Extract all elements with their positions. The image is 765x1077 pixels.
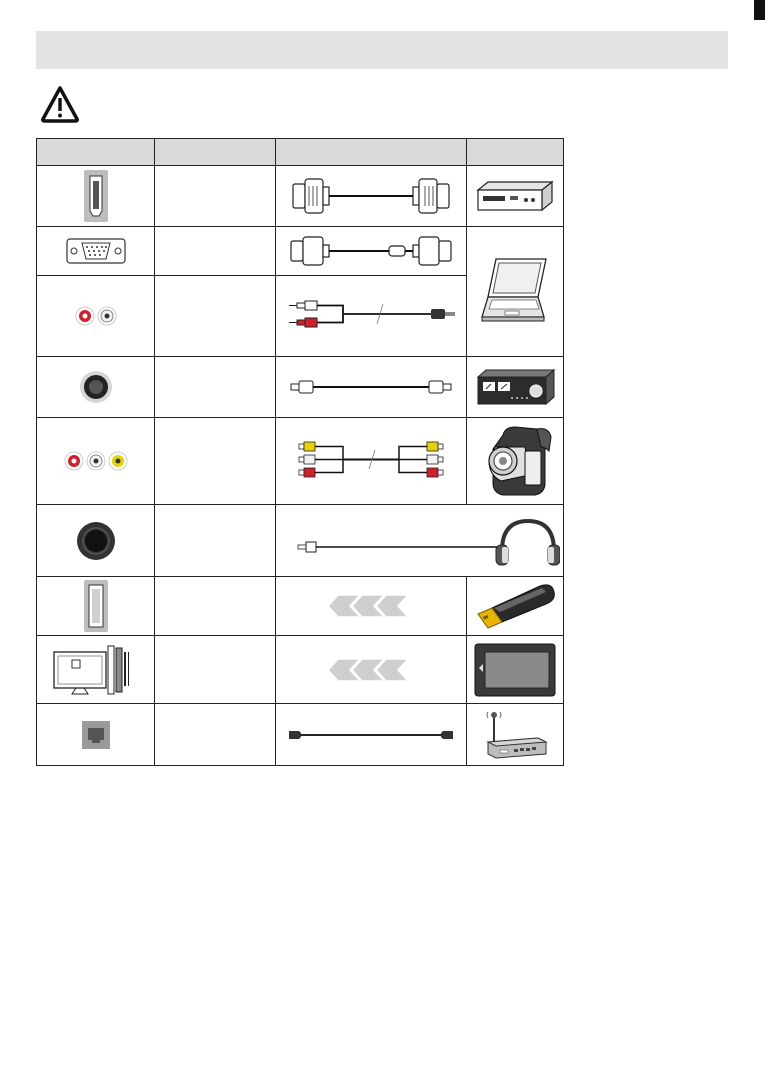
table-row (37, 418, 564, 505)
connection-table (36, 138, 564, 766)
coax-cable-icon (281, 377, 461, 397)
av-composite-cable-icon (281, 439, 461, 483)
device-cell (467, 227, 564, 357)
header-type (155, 139, 276, 166)
vga-port-icon (66, 237, 126, 265)
cable-cell (276, 276, 467, 357)
page-edge-marker (754, 0, 765, 20)
insert-arrows-icon (326, 593, 416, 619)
type-cell (155, 636, 276, 704)
vga-cable-icon (281, 234, 461, 268)
table-row (37, 166, 564, 227)
cable-cell (276, 704, 467, 766)
cable-cell (276, 418, 467, 505)
port-cell (37, 505, 155, 577)
port-cell (37, 704, 155, 766)
port-cell (37, 577, 155, 636)
ethernet-cable-icon (281, 725, 461, 745)
warning-icon (40, 85, 80, 123)
device-cell (467, 418, 564, 505)
type-cell (155, 418, 276, 505)
headphones-icon (496, 521, 560, 565)
type-cell (155, 227, 276, 276)
hdmi-port-icon (82, 169, 110, 223)
cable-cell (276, 227, 467, 276)
av-composite-port-icon (63, 450, 129, 472)
hdmi-cable-icon (281, 174, 461, 218)
ethernet-port-icon (81, 720, 111, 750)
cable-cell (276, 357, 467, 418)
cable-cell (276, 636, 467, 704)
ci-slot-icon (50, 642, 142, 698)
camcorder-icon (475, 421, 555, 501)
table-header-row (37, 139, 564, 166)
port-cell (37, 166, 155, 227)
type-cell (155, 577, 276, 636)
table-row (37, 357, 564, 418)
device-cell (467, 704, 564, 766)
headphone-port-icon (75, 520, 117, 562)
device-cell (467, 577, 564, 636)
device-cell (467, 636, 564, 704)
table-row (37, 505, 564, 577)
port-cell (37, 227, 155, 276)
type-cell (155, 704, 276, 766)
insert-arrows-icon (326, 657, 416, 683)
device-cell (467, 166, 564, 227)
type-cell (155, 166, 276, 227)
router-icon (480, 708, 550, 762)
table-row (37, 227, 564, 276)
type-cell (155, 357, 276, 418)
header-cables (276, 139, 467, 166)
header-device (467, 139, 564, 166)
cable-cell (276, 505, 564, 577)
spdif-coax-port-icon (78, 369, 114, 405)
usb-port-icon (83, 579, 109, 633)
rca-to-minijack-cable-icon (281, 298, 461, 334)
type-cell (155, 276, 276, 357)
laptop-icon (478, 255, 552, 329)
usb-stick-icon (472, 582, 558, 630)
audio-amplifier-icon (474, 367, 556, 407)
header-connector (37, 139, 155, 166)
dvd-player-icon (474, 178, 556, 214)
cable-cell (276, 577, 467, 636)
port-cell (37, 276, 155, 357)
device-cell (467, 357, 564, 418)
table-row (37, 577, 564, 636)
section-header-band (36, 31, 728, 69)
cable-cell (276, 166, 467, 227)
headphone-cable-icon (280, 515, 560, 567)
port-cell (37, 636, 155, 704)
table-row (37, 704, 564, 766)
type-cell (155, 505, 276, 577)
cam-module-icon (473, 642, 557, 698)
port-cell (37, 418, 155, 505)
pc-audio-port-icon (74, 305, 118, 327)
table-row (37, 636, 564, 704)
port-cell (37, 357, 155, 418)
